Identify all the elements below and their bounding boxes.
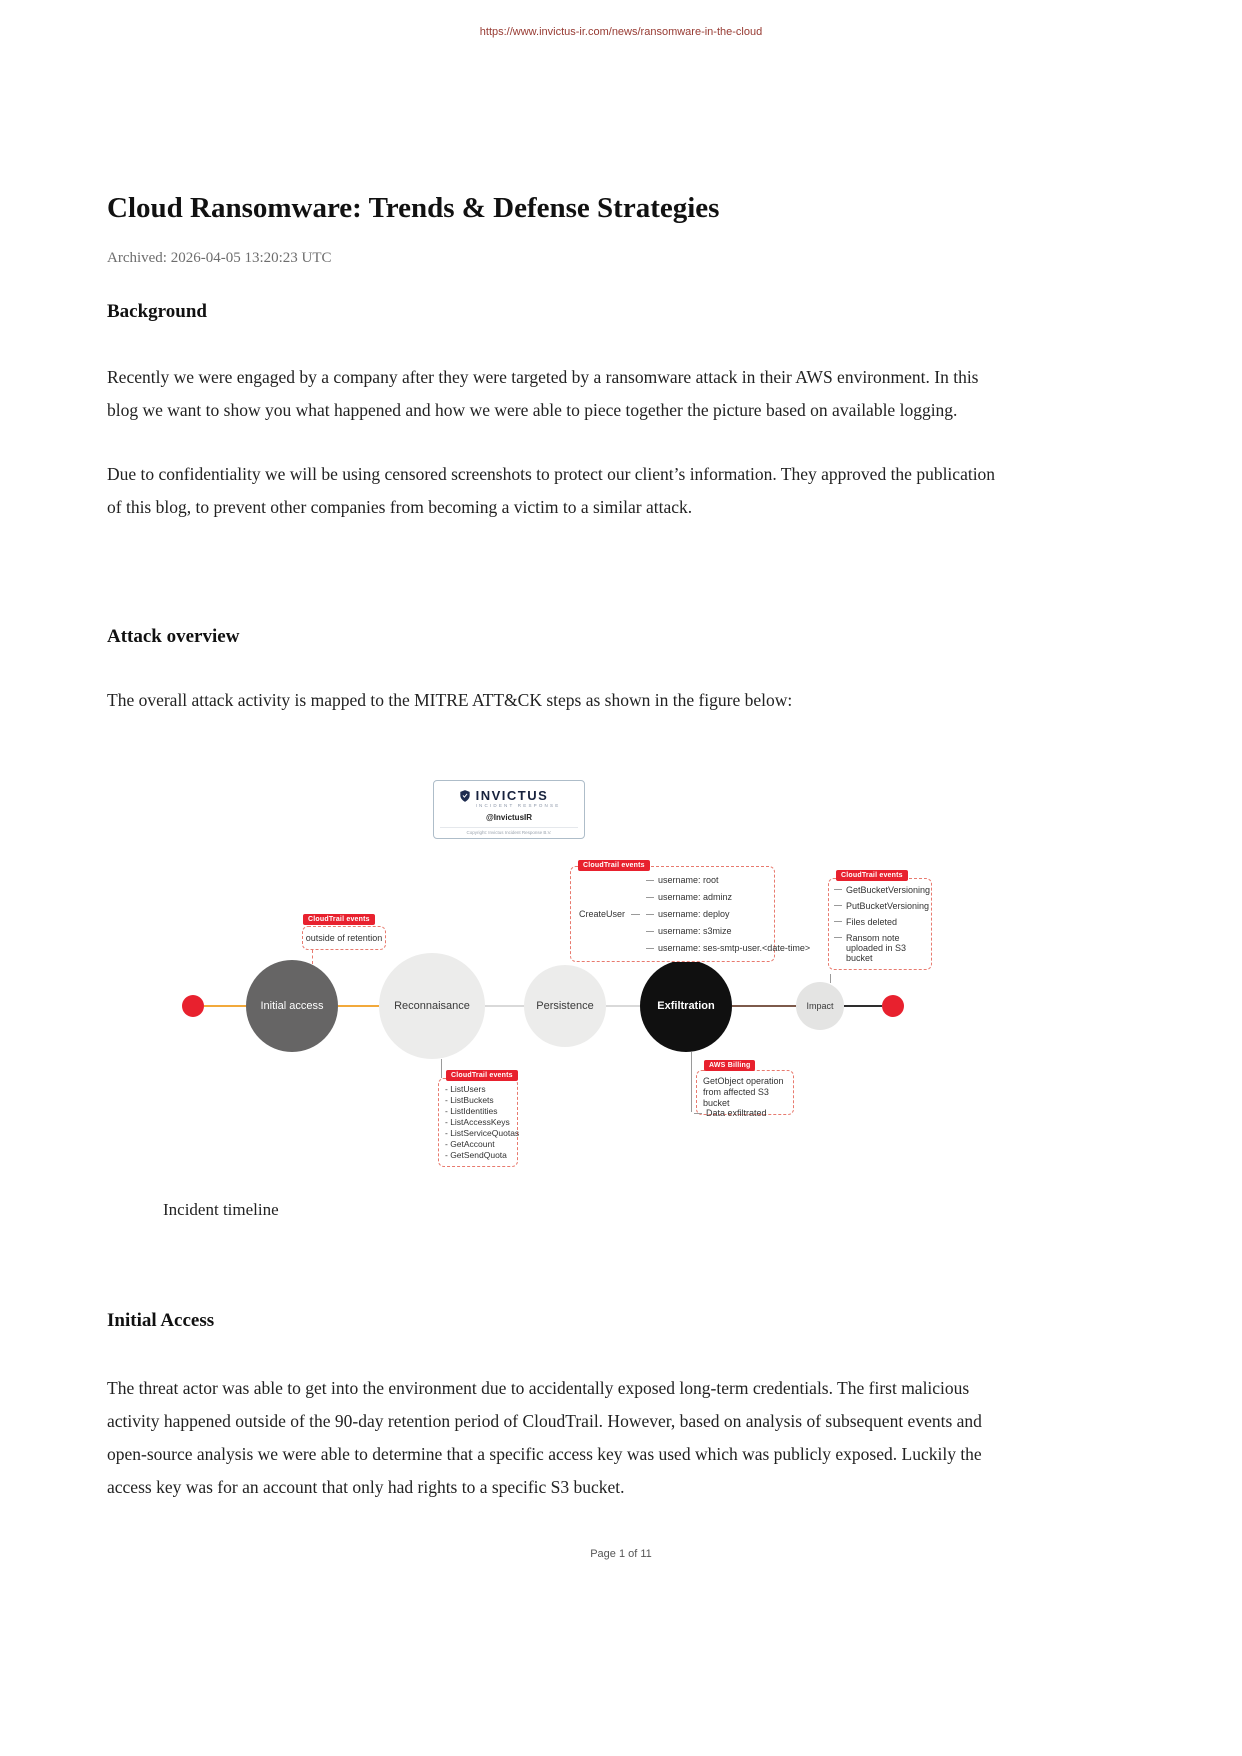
cloudtrail-events-badge: CloudTrail events (836, 870, 908, 881)
timeline-segment (485, 1005, 524, 1007)
impact-callout (828, 878, 932, 970)
cloudtrail-events-badge: CloudTrail events (578, 860, 650, 871)
logo-row (458, 789, 561, 808)
createuser-callout (570, 866, 811, 962)
username-item: username: ses-smtp-user.<date-time> (646, 940, 810, 957)
stage-exfiltration: Exfiltration (640, 960, 732, 1052)
article-body-top (107, 38, 1003, 734)
timeline-segment (204, 1005, 246, 1007)
recon-event-item: - ListAccessKeys (445, 1117, 510, 1128)
timeline-segment (338, 1005, 379, 1007)
initial-access-paragraph: The threat actor was able to get into the environment due to accidentally exposed long-term credentials. The first malicious activity happened outside of the 90-day retention period of CloudTrail. However, based on analysis of subsequent events and open-source analysis we were able to determine that a specific access key was used which was publicly exposed. Luckily the access key was for an account that only had rights to a specific S3 bucket. (107, 1377, 982, 1497)
stage-reconnaissance: Reconnaisance (379, 953, 485, 1059)
brand-subtitle: INCIDENT RESPONSE (475, 803, 561, 809)
timeline-start-dot (182, 995, 204, 1017)
background-paragraph-2: Due to confidentiality we will be using censored screenshots to protect our client’s information. They approved the publication of this blog, to prevent other companies from becoming a victim to a similar attack. (107, 464, 996, 518)
recon-event-item: - ListUsers (445, 1084, 486, 1095)
recon-event-item: - GetSendQuota (445, 1150, 507, 1161)
archived-timestamp: Archived: 2026-04-05 13:20:23 UTC (107, 250, 332, 266)
data-exfiltrated-label: Data exfiltrated (694, 1108, 767, 1118)
connector-line (631, 914, 640, 915)
background-paragraph-1: Recently we were engaged by a company after they were targeted by a ransomware attack in their AWS environment. In this blog we want to show you what happened and how we were able to piece together the picture based on available logging. (107, 366, 979, 420)
cloudtrail-events-badge: CloudTrail events (303, 914, 375, 925)
incident-timeline-diagram (0, 760, 1242, 1160)
exfil-callout: GetObject operation from affected S3 bucket (696, 1070, 794, 1115)
recon-callout (438, 1078, 518, 1167)
exfil-connector (691, 1052, 692, 1112)
username-item: username: deploy (646, 906, 810, 923)
page-number: Page 1 of 11 (590, 1548, 652, 1560)
recon-event-item: - ListBuckets (445, 1095, 494, 1106)
recon-event-item: - ListServiceQuotas (445, 1128, 520, 1139)
logo-wordmark (476, 789, 561, 808)
timeline-end-dot (882, 995, 904, 1017)
timeline-segment (732, 1005, 796, 1007)
timeline-segment (606, 1005, 640, 1007)
heading-background: Background (107, 301, 207, 322)
invictus-logo-card (433, 780, 585, 839)
impact-event-item: Ransom note uploaded in S3 bucket (834, 933, 926, 963)
username-item: username: root (646, 872, 810, 889)
impact-event-item: Files deleted (834, 917, 926, 927)
retention-callout: outside of retention (302, 926, 386, 950)
recon-connector (441, 1059, 442, 1078)
recon-event-item: - ListIdentities (445, 1106, 498, 1117)
page-title: Cloud Ransomware: Trends & Defense Strategies (107, 192, 720, 224)
figure-caption: Incident timeline (163, 1200, 279, 1220)
username-item: username: s3mize (646, 923, 810, 940)
stage-persistence: Persistence (524, 965, 606, 1047)
stage-impact: Impact (796, 982, 844, 1030)
impact-event-item: PutBucketVersioning (834, 901, 926, 911)
recon-event-item: - GetAccount (445, 1139, 495, 1150)
stage-initial-access: Initial access (246, 960, 338, 1052)
archive-url: https://www.invictus-ir.com/news/ransomware-in-the-cloud (479, 26, 763, 38)
username-list (646, 872, 810, 957)
brand-name: INVICTUS (475, 788, 549, 804)
twitter-handle: @InvictusIR (485, 813, 533, 823)
logo-copyright: Copyright: Invictus Incident Response B.V. (440, 827, 578, 835)
impact-event-item: GetBucketVersioning (834, 885, 926, 895)
shield-icon (458, 789, 472, 808)
aws-billing-badge: AWS Billing (704, 1060, 755, 1071)
heading-initial-access: Initial Access (107, 1310, 215, 1332)
attack-overview-paragraph: The overall attack activity is mapped to the MITRE ATT&CK steps as shown in the figure below: (107, 689, 793, 710)
username-item: username: adminz (646, 889, 810, 906)
cloudtrail-events-badge: CloudTrail events (446, 1070, 518, 1081)
retention-connector (312, 950, 313, 964)
createuser-label: CreateUser (579, 909, 626, 920)
article-body-bottom (107, 1160, 1003, 1521)
impact-connector (830, 974, 831, 983)
heading-attack-overview: Attack overview (107, 625, 240, 647)
timeline-segment (844, 1005, 882, 1007)
